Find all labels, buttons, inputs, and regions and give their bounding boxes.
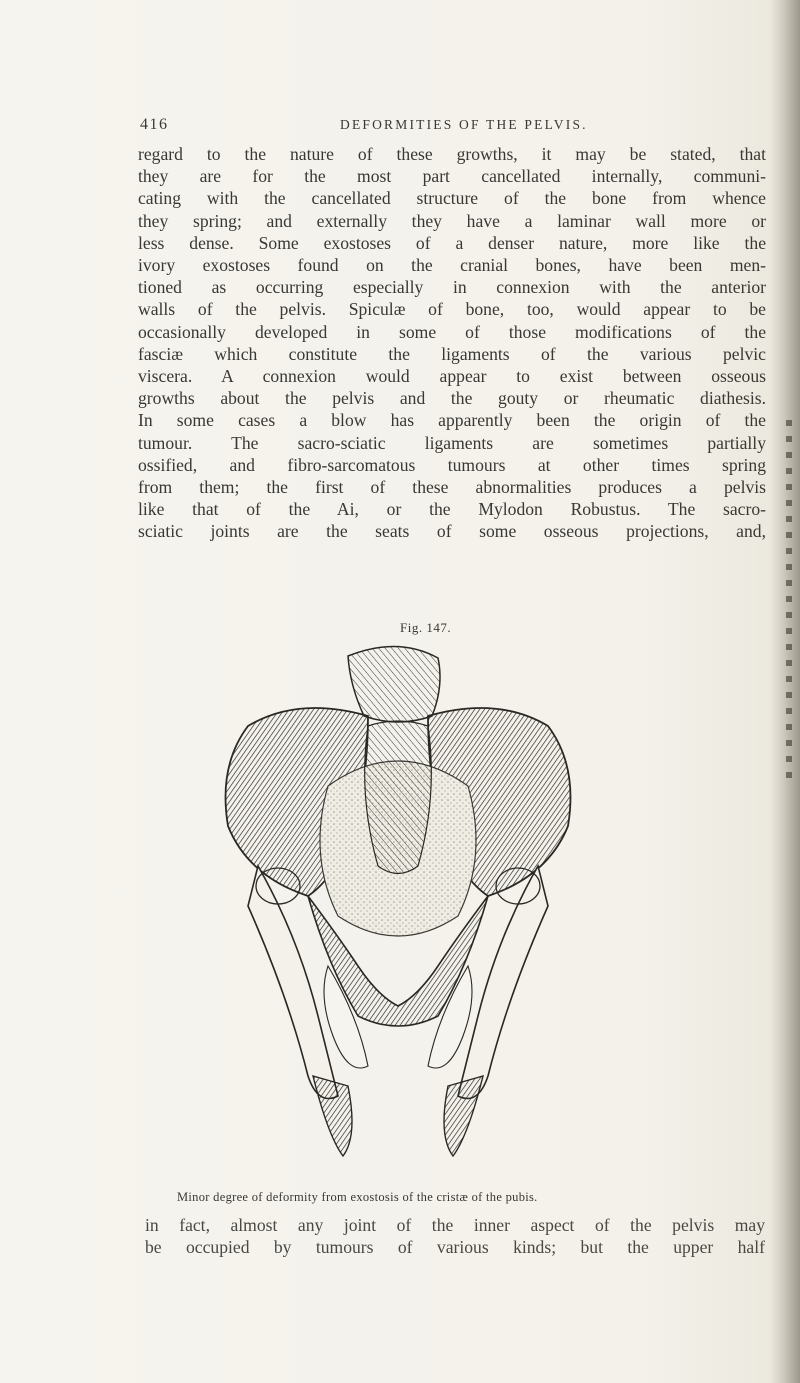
text-line: cating with the cancellated structure of the bone from whence xyxy=(138,188,766,209)
page-number: 416 xyxy=(140,116,169,133)
text-line: ossified, and fibro-sarcomatous tumours at other times spring xyxy=(138,454,766,475)
text-line: occasionally developed in some of those modifications of the xyxy=(138,321,766,342)
text-line: viscera. A connexion would appear to exist between osseous xyxy=(138,366,766,387)
text-line: In some cases a blow has apparently been the origin of the xyxy=(138,410,766,431)
continuation-paragraph xyxy=(145,1214,765,1258)
running-title: DEFORMITIES OF THE PELVIS. xyxy=(340,117,588,132)
text-line: they are for the most part cancellated internally, communi- xyxy=(138,166,766,187)
pelvis-illustration xyxy=(218,636,578,1176)
figure-caption: Minor degree of deformity from exostosis of the cristæ of the pubis. xyxy=(177,1190,538,1204)
text-line: tioned as occurring especially in connexion with the anterior xyxy=(138,277,766,298)
text-line: be occupied by tumours of various kinds; but the upper half xyxy=(145,1237,765,1257)
text-line: growths about the pelvis and the gouty or rheumatic diathesis. xyxy=(138,388,766,409)
text-line: from them; the first of these abnormalities produces a pelvis xyxy=(138,477,766,498)
binding-marks xyxy=(786,420,792,780)
text-line: regard to the nature of these growths, it may be stated, that xyxy=(138,144,766,164)
page-edge-shadow xyxy=(770,0,800,1383)
text-line: fasciæ which constitute the ligaments of the various pelvic xyxy=(138,343,766,364)
text-line: walls of the pelvis. Spiculæ of bone, too, would appear to be xyxy=(138,299,766,320)
text-line: less dense. Some exostoses of a denser nature, more like the xyxy=(138,232,766,253)
page-header xyxy=(140,116,760,138)
text-line: they spring; and externally they have a laminar wall more or xyxy=(138,210,766,231)
text-line: sciatic joints are the seats of some osseous projections, and, xyxy=(138,521,766,542)
body-paragraph xyxy=(138,143,766,543)
figure-label: Fig. 147. xyxy=(400,620,452,635)
text-line: tumour. The sacro-sciatic ligaments are sometimes partially xyxy=(138,432,766,453)
text-line: ivory exostoses found on the cranial bones, have been men- xyxy=(138,255,766,276)
text-line: in fact, almost any joint of the inner aspect of the pelvis may xyxy=(145,1215,765,1235)
text-line: like that of the Ai, or the Mylodon Robustus. The sacro- xyxy=(138,499,766,520)
